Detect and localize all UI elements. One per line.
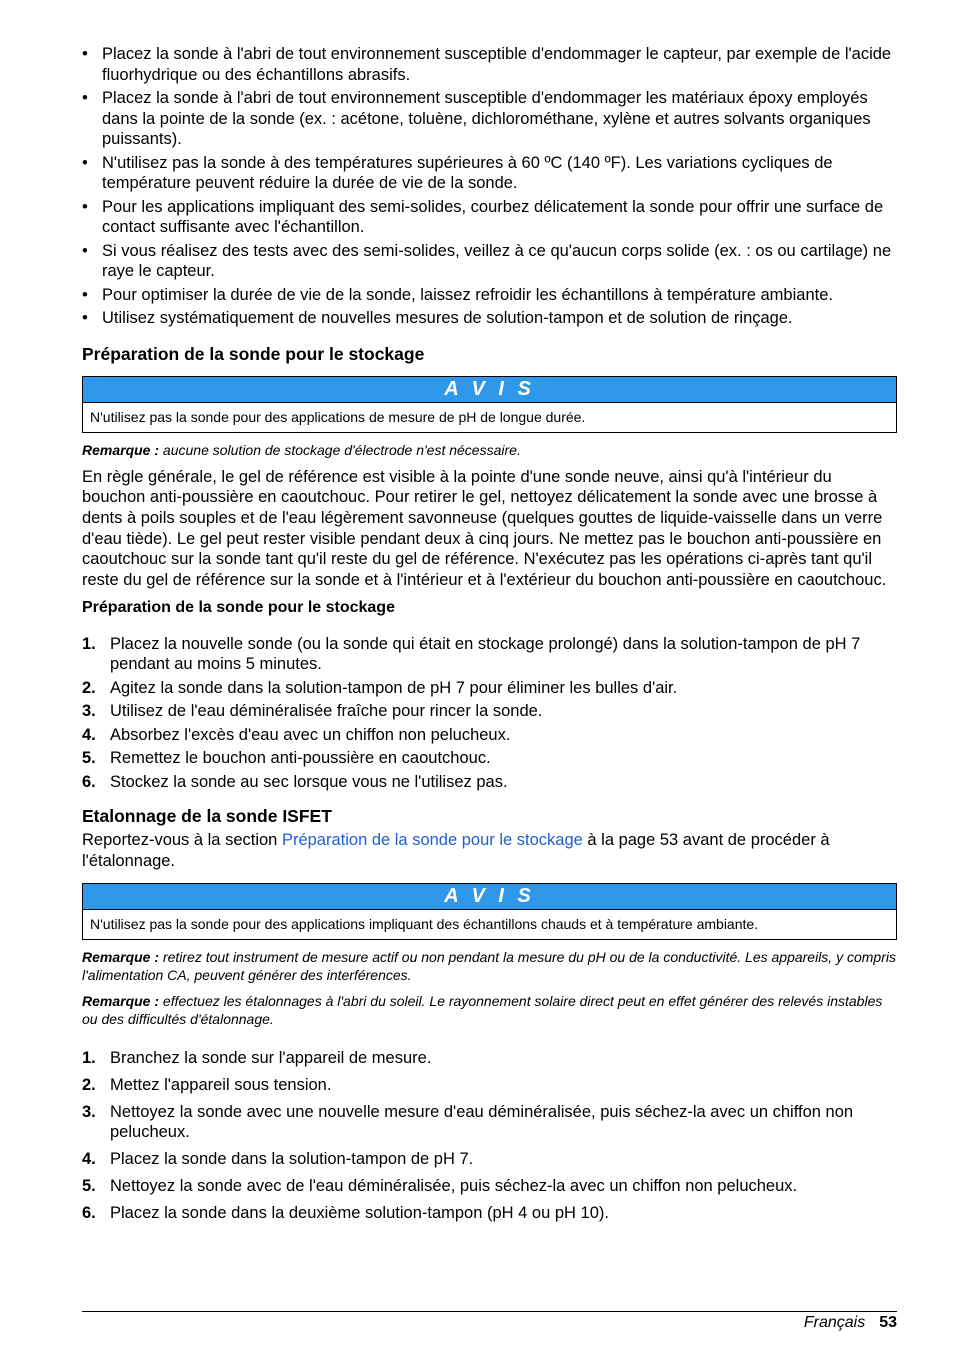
remark-note: Remarque : aucune solution de stockage d'électrode n'est nécessaire.: [82, 441, 521, 458]
notice-text: N'utilisez pas la sonde pour des applications impliquant des échantillons chauds et à température ambiante.: [90, 915, 759, 932]
footer-divider: [82, 1311, 897, 1312]
list-item: 5. Remettez le bouchon anti-poussière en caoutchouc.: [82, 749, 491, 768]
calibration-steps: [82, 1048, 897, 1224]
page-number: 53: [879, 1314, 897, 1331]
bullet-icon: •: [82, 241, 88, 260]
list-item: • Pour optimiser la durée de vie de la sonde, laissez refroidir les échantillons à température ambiante.: [82, 285, 833, 304]
storage-steps: [82, 634, 897, 793]
page-footer: [804, 1313, 897, 1333]
list-item: 1. Branchez la sonde sur l'appareil de mesure.: [82, 1048, 432, 1067]
list-item: 4. Placez la sonde dans la solution-tampon de pH 7.: [82, 1150, 474, 1169]
list-item: 6. Placez la sonde dans la deuxième solution-tampon (pH 4 ou pH 10).: [82, 1204, 609, 1223]
list-item: 4. Absorbez l'excès d'eau avec un chiffon non pelucheux.: [82, 725, 511, 744]
notice-title: A V I S: [83, 377, 896, 403]
list-item: 1. Placez la nouvelle sonde (ou la sonde qui était en stockage prolongé) dans la solution-tampon de pH 7 pendant au moins 5 minutes.: [82, 634, 861, 674]
bullet-icon: •: [82, 285, 88, 304]
list-item: • N'utilisez pas la sonde à des températures supérieures à 60 ºC (140 ºF). Les variations cycliques de température peuvent réduire la durée de vie de la sonde.: [82, 153, 833, 192]
remark-label: Remarque :: [82, 992, 160, 1009]
calibration-intro: Reportez-vous à la section Préparation de la sonde pour le stockage à la page 53 avant de procéder à l'étalonnage.: [82, 831, 830, 870]
list-item: 2. Mettez l'appareil sous tension.: [82, 1075, 332, 1094]
notice-box-calibration: [82, 883, 897, 940]
section-heading-storage: Préparation de la sonde pour le stockage: [82, 343, 425, 364]
bullet-icon: •: [82, 309, 88, 327]
page-content: [82, 44, 897, 1230]
list-item: 3. Utilisez de l'eau déminéralisée fraîche pour rincer la sonde.: [82, 702, 543, 721]
list-item: • Placez la sonde à l'abri de tout environnement susceptible d'endommager le capteur, par exemple de l'acide fluorhydrique ou des échantillons abrasifs.: [82, 45, 892, 84]
remark-label: Remarque :: [82, 948, 160, 965]
list-item: • Utilisez systématiquement de nouvelles mesures de solution-tampon et de solution de rinçage.: [82, 309, 793, 327]
list-item: • Pour les applications impliquant des semi-solides, courbez délicatement la sonde pour offrir une surface de contact suffisante avec l'échantillon.: [82, 197, 884, 236]
list-item: • Si vous réalisez des tests avec des semi-solides, veillez à ce qu'aucun corps solide (ex. : os ou cartilage) ne raye le capteur.: [82, 241, 892, 280]
list-item: 5. Nettoyez la sonde avec de l'eau déminéralisée, puis séchez-la avec un chiffon non pelucheux.: [82, 1177, 798, 1196]
list-item: 2. Agitez la sonde dans la solution-tampon de pH 7 pour éliminer les bulles d'air.: [82, 678, 678, 697]
remark-note: Remarque : effectuez les étalonnages à l'abri du soleil. Le rayonnement solaire direct peut en effet générer des relevés instables ou des difficultés d'étalonnage.: [82, 992, 883, 1027]
notice-box-storage: [82, 376, 897, 433]
section-heading-calibration: Etalonnage de la sonde ISFET: [82, 806, 332, 827]
footer-language: Français: [803, 1314, 866, 1331]
remark-note: Remarque : retirez tout instrument de mesure actif ou non pendant la mesure du pH ou de la conductivité. Les appareils, y compris l'alimentation CA, peuvent générer des interférences.: [82, 948, 896, 983]
list-item: 3. Nettoyez la sonde avec une nouvelle mesure d'eau déminéralisée, puis séchez-la avec un chiffon non pelucheux.: [82, 1102, 854, 1142]
bullet-icon: •: [82, 89, 88, 107]
storage-section-link[interactable]: Préparation de la sonde pour le stockage: [281, 831, 583, 850]
precautions-list: [82, 44, 897, 329]
notice-text: N'utilisez pas la sonde pour des applications de mesure de pH de longue durée.: [90, 408, 586, 425]
list-item: 6. Stockez la sonde au sec lorsque vous ne l'utilisez pas.: [82, 772, 508, 791]
bullet-icon: •: [82, 45, 88, 63]
storage-paragraph: En règle générale, le gel de référence est visible à la pointe d'une sonde neuve, ainsi qu'à l'intérieur du bouchon anti-poussière en caoutchouc. Pour retirer le gel, nettoyez délicatement la sonde avec une brosse à dents à poils souples et de l'eau légèrement savonneuse (quelques gouttes de liquide-vaisselle dans un verre d'eau tiède). Le gel peut rester visible pendant deux à cinq jours. Ne mettez pas le bouchon anti-poussière en caoutchouc sur la sonde tant qu'il reste du gel de référence. N'exécutez pas les opérations ci-après tant qu'il reste du gel de référence sur la sonde et à l'intérieur et à l'extérieur du bouchon anti-poussière en caoutchouc.: [82, 467, 887, 590]
notice-title: A V I S: [83, 884, 896, 910]
bullet-icon: •: [82, 153, 88, 172]
bullet-icon: •: [82, 197, 88, 216]
remark-label: Remarque :: [82, 441, 160, 458]
list-item: • Placez la sonde à l'abri de tout environnement susceptible d'endommager les matériaux époxy employés dans la pointe de la sonde (ex. : acétone, toluène, dichlorométhane, xylène et autres solvants organiques puissants).: [82, 89, 871, 148]
procedure-heading: Préparation de la sonde pour le stockage: [82, 598, 395, 616]
